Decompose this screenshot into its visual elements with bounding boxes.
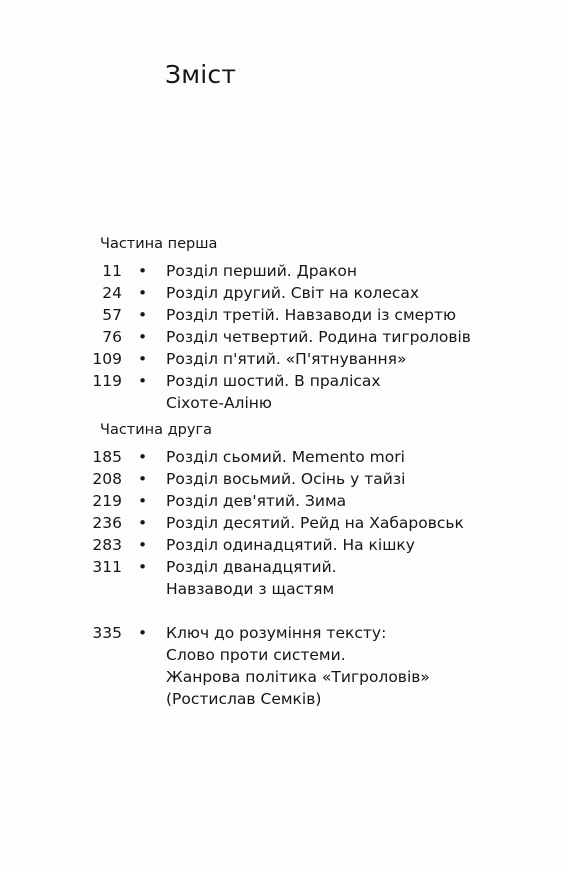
entry-title xyxy=(166,326,556,348)
bullet-icon: • xyxy=(138,262,148,280)
bullet-icon: • xyxy=(138,536,148,554)
page-number: 57 xyxy=(102,306,122,324)
bullet-icon: • xyxy=(138,284,148,302)
entry-title-line: Розділ шостий. В пралісах xyxy=(166,372,381,390)
page-number: 109 xyxy=(92,350,122,368)
entry-title xyxy=(166,490,556,512)
entry-title xyxy=(166,622,556,710)
page-number: 311 xyxy=(92,558,122,576)
entry-title xyxy=(166,370,556,414)
page-number: 24 xyxy=(102,284,122,302)
page-number: 76 xyxy=(102,328,122,346)
page-title: Зміст xyxy=(165,60,237,89)
part-one-heading: Частина перша xyxy=(100,236,218,252)
entry-title-line: Розділ дев'ятий. Зима xyxy=(166,492,347,510)
bullet-icon: • xyxy=(138,372,148,390)
bullet-icon: • xyxy=(138,470,148,488)
page-number: 219 xyxy=(92,492,122,510)
bullet-icon: • xyxy=(138,514,148,532)
entry-title-line: Розділ сьомий. Memento mori xyxy=(166,448,405,466)
page-number: 283 xyxy=(92,536,122,554)
entry-title xyxy=(166,348,556,370)
bullet-icon: • xyxy=(138,350,148,368)
entry-title-line: Ключ до розуміння тексту: xyxy=(166,624,387,642)
entry-title-line: Розділ п'ятий. «П'ятнування» xyxy=(166,350,407,368)
bullet-icon: • xyxy=(138,328,148,346)
entry-title-line: Розділ десятий. Рейд на Хабаровськ xyxy=(166,514,464,532)
entry-title-line: Розділ другий. Світ на колесах xyxy=(166,284,420,302)
bullet-icon: • xyxy=(138,448,148,466)
entry-title-line: Сіхоте-Аліню xyxy=(166,394,272,412)
entry-title xyxy=(166,534,556,556)
page-number: 335 xyxy=(92,624,122,642)
entry-title-line: Розділ перший. Дракон xyxy=(166,262,358,280)
entry-title xyxy=(166,556,556,600)
entry-title-line: Розділ третій. Навзаводи із смертю xyxy=(166,306,457,324)
entry-title xyxy=(166,468,556,490)
entry-title xyxy=(166,260,556,282)
entry-title-line: Розділ дванадцятий. xyxy=(166,558,337,576)
entry-title-line: Розділ восьмий. Осінь у тайзі xyxy=(166,470,406,488)
bullet-icon: • xyxy=(138,306,148,324)
bullet-icon: • xyxy=(138,558,148,576)
entry-title xyxy=(166,304,556,326)
entry-title xyxy=(166,512,556,534)
entry-title xyxy=(166,446,556,468)
entry-title-line: Навзаводи з щастям xyxy=(166,580,335,598)
entry-title-line: Розділ одинадцятий. На кішку xyxy=(166,536,415,554)
entry-title-line: Жанрова політика «Тигроловів» xyxy=(166,668,430,686)
page-number: 185 xyxy=(92,448,122,466)
page-number: 236 xyxy=(92,514,122,532)
part-two-heading: Частина друга xyxy=(100,422,212,438)
bullet-icon: • xyxy=(138,492,148,510)
page-number: 119 xyxy=(92,372,122,390)
entry-title-line: Слово проти системи. xyxy=(166,646,346,664)
bullet-icon: • xyxy=(138,624,148,642)
entry-title xyxy=(166,282,556,304)
page-number: 11 xyxy=(102,262,122,280)
entry-title-line: Розділ четвертий. Родина тигроловів xyxy=(166,328,471,346)
entry-title-line: (Ростислав Семків) xyxy=(166,690,322,708)
page-number: 208 xyxy=(92,470,122,488)
